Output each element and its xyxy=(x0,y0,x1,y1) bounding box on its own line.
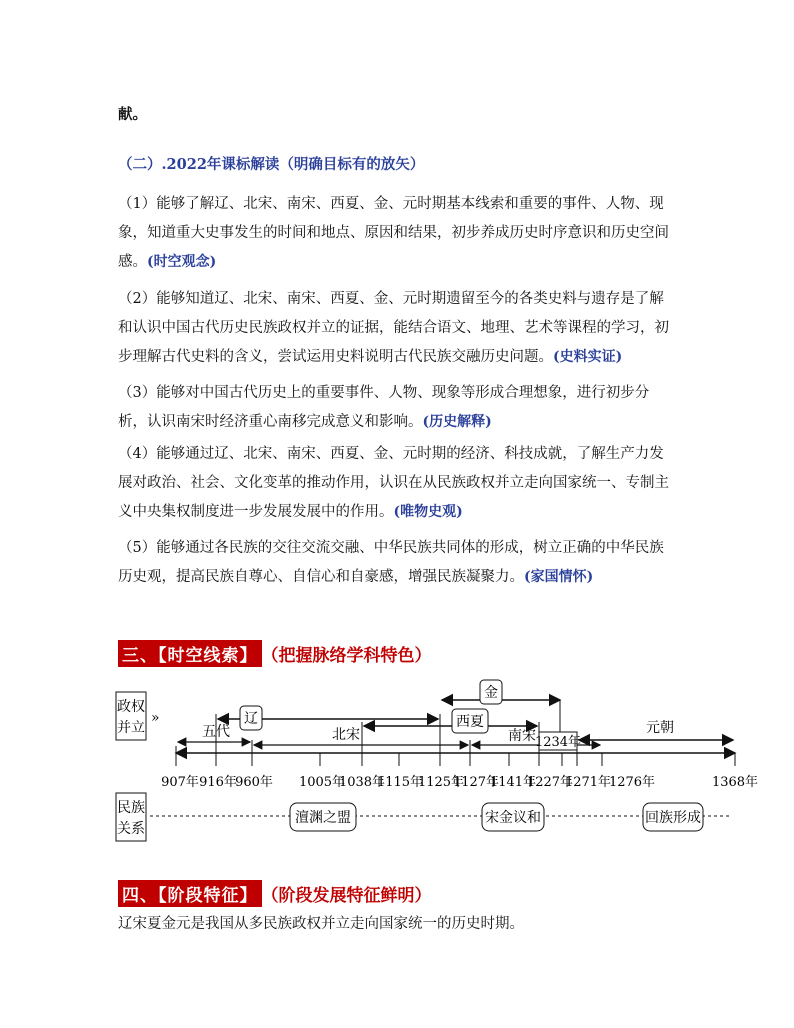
year-label: 1125年 xyxy=(417,775,465,790)
year-label: 1271年 xyxy=(564,775,612,790)
section2-heading: （二）.2022年课标解读（明确目标有的放矢） xyxy=(118,156,425,173)
standard-item-tag: (史料实证) xyxy=(553,349,623,365)
standard-item-tag: (历史解释) xyxy=(422,414,492,430)
standard-item-5 xyxy=(118,534,678,592)
standard-item-3 xyxy=(118,379,678,437)
standard-item-text: （4）能够通过辽、北宋、南宋、西夏、金、元时期的经济、科技成就，了解生产力发展对政治、社会、文化变革的推动作用，认识在从民族政权并立走向国家统一、专制主义中央集权制度进一步发展发展中的作用。 xyxy=(118,446,669,520)
section4-heading xyxy=(118,880,432,907)
row1-label-box xyxy=(116,692,146,740)
year-label: 1276年 xyxy=(608,775,656,790)
standard-item-text: （2）能够知道辽、北宋、南宋、西夏、金、元时期遗留至今的各类史料与遗存是了解和认识中国古代历史民族政权并立的证据，能结合语文、地理、艺术等课程的学习，初步理解古代史料的含义，尝试运用史料说明古代民族交融历史问题。 xyxy=(118,291,669,365)
period-1234: 1234年 xyxy=(534,735,582,750)
period-wudai: 五代 xyxy=(202,724,230,740)
year-label: 1005年 xyxy=(298,775,346,790)
period-nansong: 南宋 xyxy=(508,728,536,744)
year-label: 916年 xyxy=(199,775,237,790)
event-chanyuan xyxy=(290,803,356,831)
year-label: 1227年 xyxy=(526,775,574,790)
event-label: 回族形成 xyxy=(645,810,701,826)
year-label: 960年 xyxy=(235,775,273,790)
section3-heading xyxy=(118,640,432,667)
section4-body: 辽宋夏金元是我国从多民族政权并立走向国家统一的历史时期。 xyxy=(118,916,524,932)
standard-item-2 xyxy=(118,285,678,372)
event-huizu xyxy=(643,803,703,831)
event-songjin xyxy=(482,803,544,831)
row2-label-line2: 关系 xyxy=(117,821,145,837)
year-label: 907年 xyxy=(161,775,199,790)
standard-item-4 xyxy=(118,440,678,527)
section3-banner: 三、【时空线索】 xyxy=(118,640,262,667)
year-labels xyxy=(161,774,758,790)
event-label: 澶渊之盟 xyxy=(295,810,351,826)
event-label: 宋金议和 xyxy=(485,810,541,826)
row2-label-line1: 民族 xyxy=(117,800,145,816)
period-beisong: 北宋 xyxy=(332,727,360,743)
year-label: 1368年 xyxy=(711,775,759,790)
period-xixia: 西夏 xyxy=(456,714,484,730)
row1-label-line2: 并立 xyxy=(117,720,145,736)
row2-label-box xyxy=(116,793,146,841)
row1-label-line1: 政权 xyxy=(117,699,145,715)
standard-item-tag: (唯物史观) xyxy=(393,504,463,520)
standard-item-tag: (时空观念) xyxy=(147,254,217,270)
year-label: 1038年 xyxy=(338,775,386,790)
timeline-diagram xyxy=(0,670,794,870)
year-label: 1141年 xyxy=(489,775,537,790)
period-liao: 辽 xyxy=(244,711,258,727)
row1-chevron-icon: » xyxy=(151,710,160,726)
section4-subtitle: （阶段发展特征鲜明） xyxy=(261,886,432,906)
year-label: 1115年 xyxy=(376,775,424,790)
standard-item-1 xyxy=(118,190,678,277)
period-yuan: 元朝 xyxy=(646,720,674,736)
intro-tail: 献。 xyxy=(118,106,147,123)
standard-item-tag: (家国情怀) xyxy=(524,569,594,585)
standard-item-text: （5）能够通过各民族的交往交流交融、中华民族共同体的形成，树立正确的中华民族历史观，提高民族自尊心、自信心和自豪感，增强民族凝聚力。 xyxy=(118,540,664,585)
period-jin: 金 xyxy=(484,685,498,701)
standard-item-text: （3）能够对中国古代历史上的重要事件、人物、现象等形成合理想象，进行初步分析，认识南宋时经济重心南移完成意义和影响。 xyxy=(118,385,650,430)
section3-subtitle: （把握脉络学科特色） xyxy=(261,646,432,666)
year-label: 1127年 xyxy=(452,775,500,790)
standard-item-text: （1）能够了解辽、北宋、南宋、西夏、金、元时期基本线索和重要的事件、人物、现象，知道重大史事发生的时间和地点、原因和结果，初步养成历史时序意识和历史空间感。 xyxy=(118,196,669,270)
section4-banner: 四、【阶段特征】 xyxy=(118,880,262,907)
